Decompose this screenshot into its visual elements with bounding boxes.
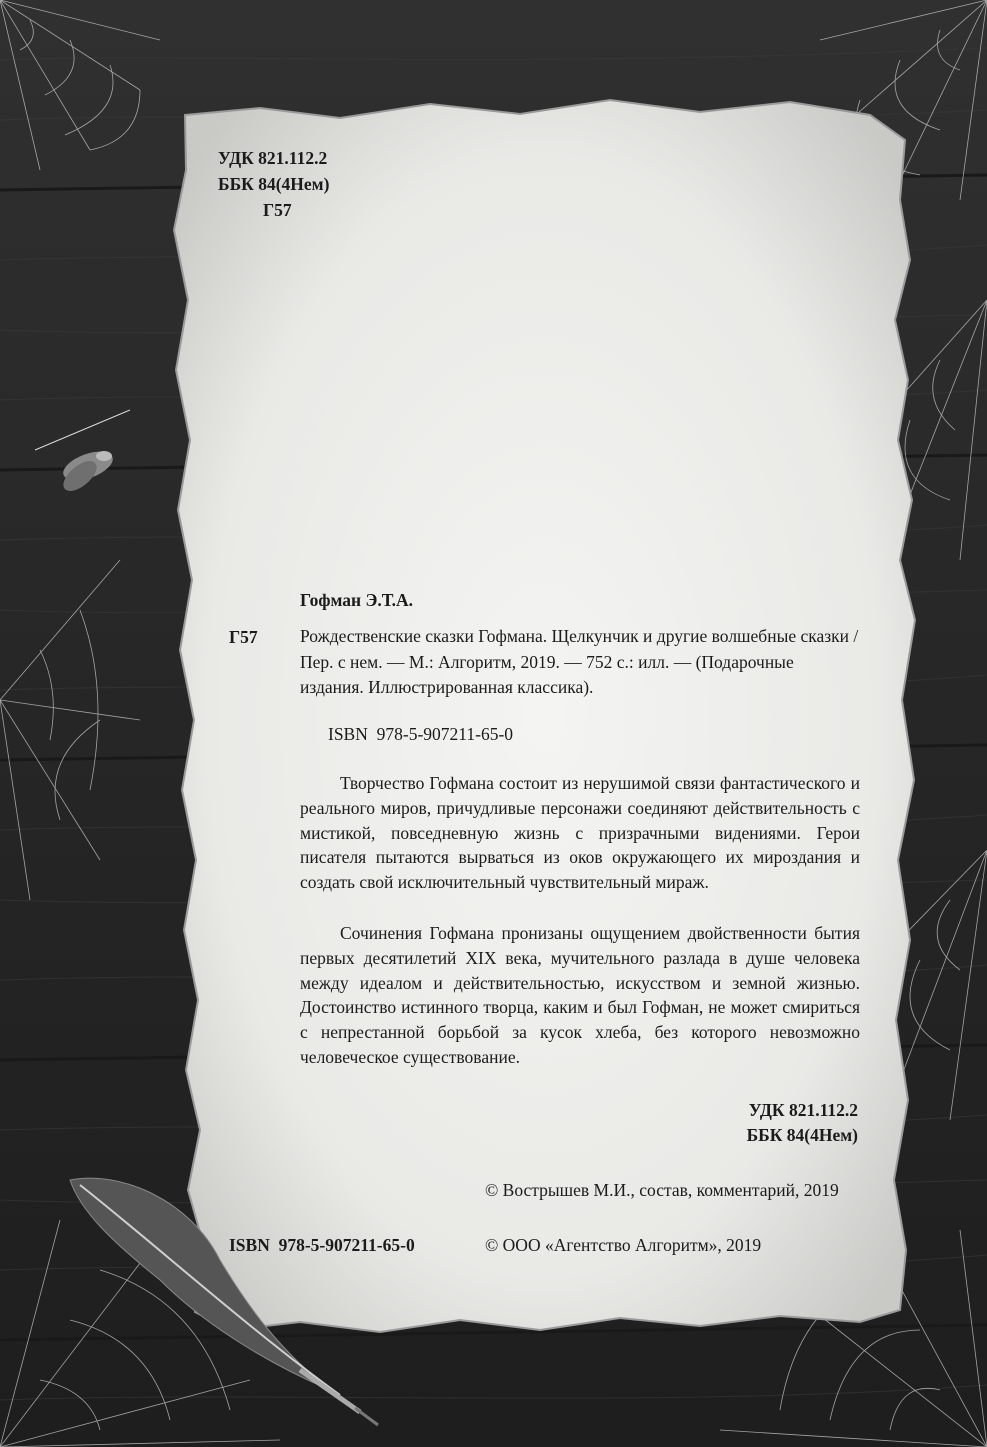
catalog-codes-top bbox=[218, 146, 329, 224]
copyright-publisher: © ООО «Агентство Алгоритм», 2019 bbox=[485, 1235, 762, 1255]
udk-code-bottom: УДК 821.112.2 bbox=[748, 1100, 858, 1120]
bbk-code-bottom: ББК 84(4Нем) bbox=[746, 1125, 858, 1145]
annotation-paragraph-2: Сочинения Гофмана пронизаны ощущением двойственности бытия первых десятилетий XIX века, мучительного разлада в душе человека между идеалом и действительностью, искусством и земной жизнью. Достоинство истинного творца, каким и был Гофман, не может смириться с непрестанной борьбой за кусок хлеба, без которого невозможно человеческое существование. bbox=[300, 923, 860, 1067]
author-code-left: Г57 bbox=[229, 627, 258, 647]
isbn-entry: ISBN 978-5-907211-65-0 bbox=[328, 724, 514, 744]
annotation-paragraph-1: Творчество Гофмана состоит из нерушимой связи фантастического и реального миров, причудливые персонажи соединяют действительность с мистикой, повседневную жизнь с призрачными видениями. Герои писателя пытаются вырваться из оков окружающего их мироздания и создать свой исключительный чувствительный мираж. bbox=[300, 773, 860, 893]
catalog-codes-bottom bbox=[700, 1098, 858, 1148]
bibliographic-description: Рождественские сказки Гофмана. Щелкунчик и другие волшебные сказки / Пер. с нем. — М.: Алгоритм, 2019. — 752 с.: илл. — (Подарочные издания. Иллюстрированная классика). bbox=[300, 626, 859, 697]
copyright-compiler: © Вострышев М.И., состав, комментарий, 2019 bbox=[485, 1180, 839, 1200]
bbk-code: ББК 84(4Нем) bbox=[218, 174, 330, 194]
isbn-bottom: ISBN 978-5-907211-65-0 bbox=[229, 1235, 415, 1255]
author-name: Гофман Э.Т.А. bbox=[300, 590, 414, 610]
udk-code: УДК 821.112.2 bbox=[218, 148, 328, 168]
author-code: Г57 bbox=[263, 200, 292, 220]
